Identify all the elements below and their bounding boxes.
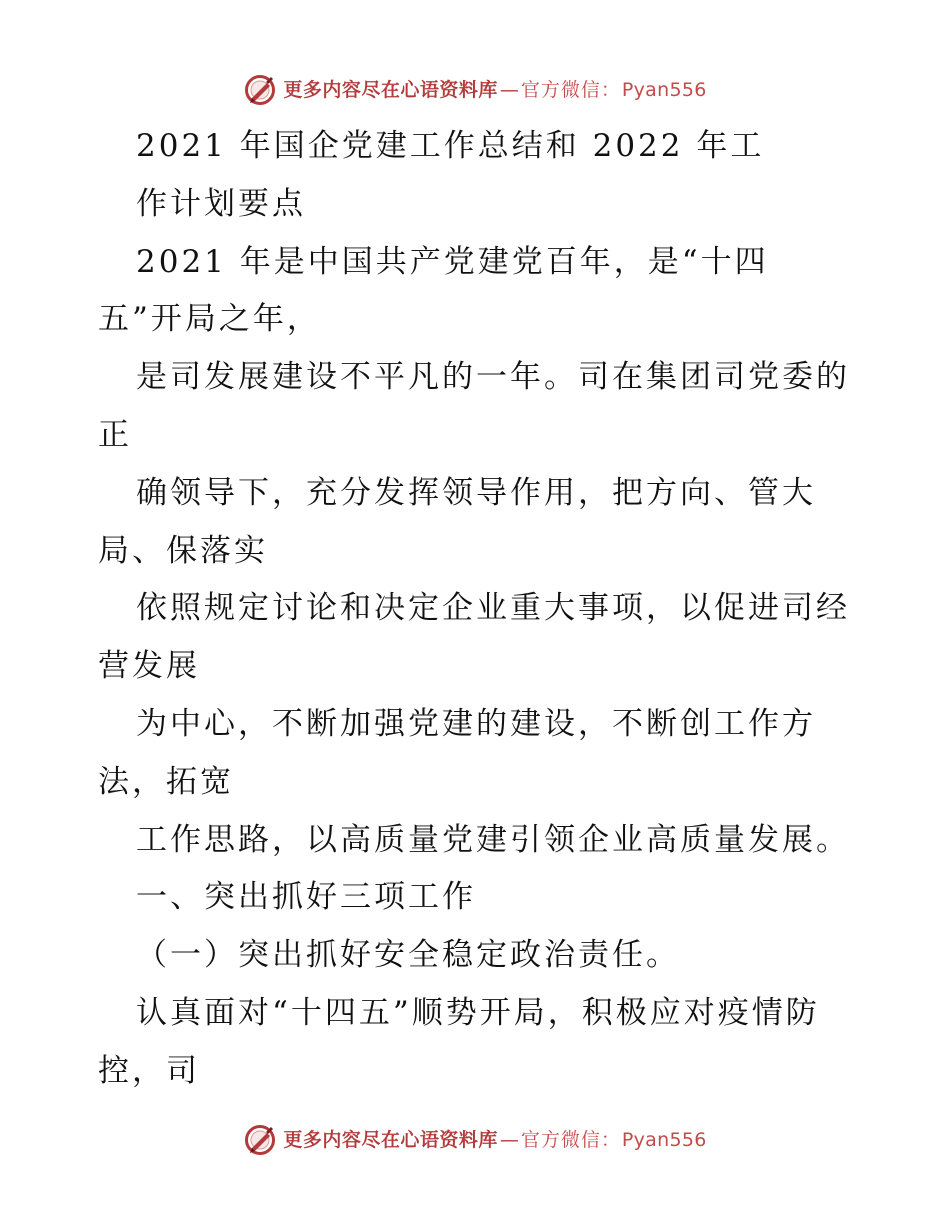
footer-watermark-main: 更多内容尽在心语资料库 xyxy=(283,1128,498,1151)
paragraph-line-3: 是司发展建设不平凡的一年。司在集团司党委的 xyxy=(136,359,850,396)
paragraph-line-11: 工作思路，以高质量党建引领企业高质量发展。 xyxy=(136,821,850,858)
document-title-line-1: 2021 年国企党建工作总结和 2022 年工 xyxy=(136,128,765,164)
paragraph-line-8: 营发展 xyxy=(98,648,200,685)
header-watermark-dash: — xyxy=(499,78,519,101)
footer-watermark-sub: 官方微信： xyxy=(520,1128,621,1151)
document-title-line-2: 作计划要点 xyxy=(136,185,306,222)
paragraph-line-12: 认真面对“十四五”顺势开局，积极应对疫情防 xyxy=(136,994,820,1031)
header-watermark-text xyxy=(283,78,707,101)
paragraph-line-5: 确领导下，充分发挥领导作用，把方向、管大 xyxy=(136,474,816,511)
subsection-heading-1: （一）突出抓好安全稳定政治责任。 xyxy=(136,937,680,974)
paragraph-line-2: 五”开局之年， xyxy=(98,301,321,338)
footer-watermark-text xyxy=(283,1128,707,1151)
paragraph-line-4: 正 xyxy=(98,416,132,453)
header-watermark xyxy=(0,70,950,110)
paragraph-line-6: 局、保落实 xyxy=(98,532,268,569)
paragraph-line-9: 为中心，不断加强党建的建设，不断创工作方 xyxy=(136,705,816,742)
document-body xyxy=(98,118,868,1101)
footer-watermark xyxy=(0,1120,950,1160)
pen-nib-logo-icon xyxy=(243,1123,277,1157)
header-watermark-main: 更多内容尽在心语资料库 xyxy=(283,78,498,101)
paragraph-line-10: 法，拓宽 xyxy=(98,763,234,800)
paragraph-line-7: 依照规定讨论和决定企业重大事项，以促进司经 xyxy=(136,590,850,627)
header-watermark-id: Pyan556 xyxy=(621,78,707,101)
paragraph-line-13: 控，司 xyxy=(98,1052,200,1089)
pen-nib-logo-icon xyxy=(243,73,277,107)
footer-watermark-dash: — xyxy=(499,1128,519,1151)
paragraph-line-1: 2021 年是中国共产党建党百年，是“十四 xyxy=(136,243,769,280)
section-heading-1: 一、突出抓好三项工作 xyxy=(136,879,476,916)
header-watermark-sub: 官方微信： xyxy=(520,78,621,101)
footer-watermark-id: Pyan556 xyxy=(621,1128,707,1151)
